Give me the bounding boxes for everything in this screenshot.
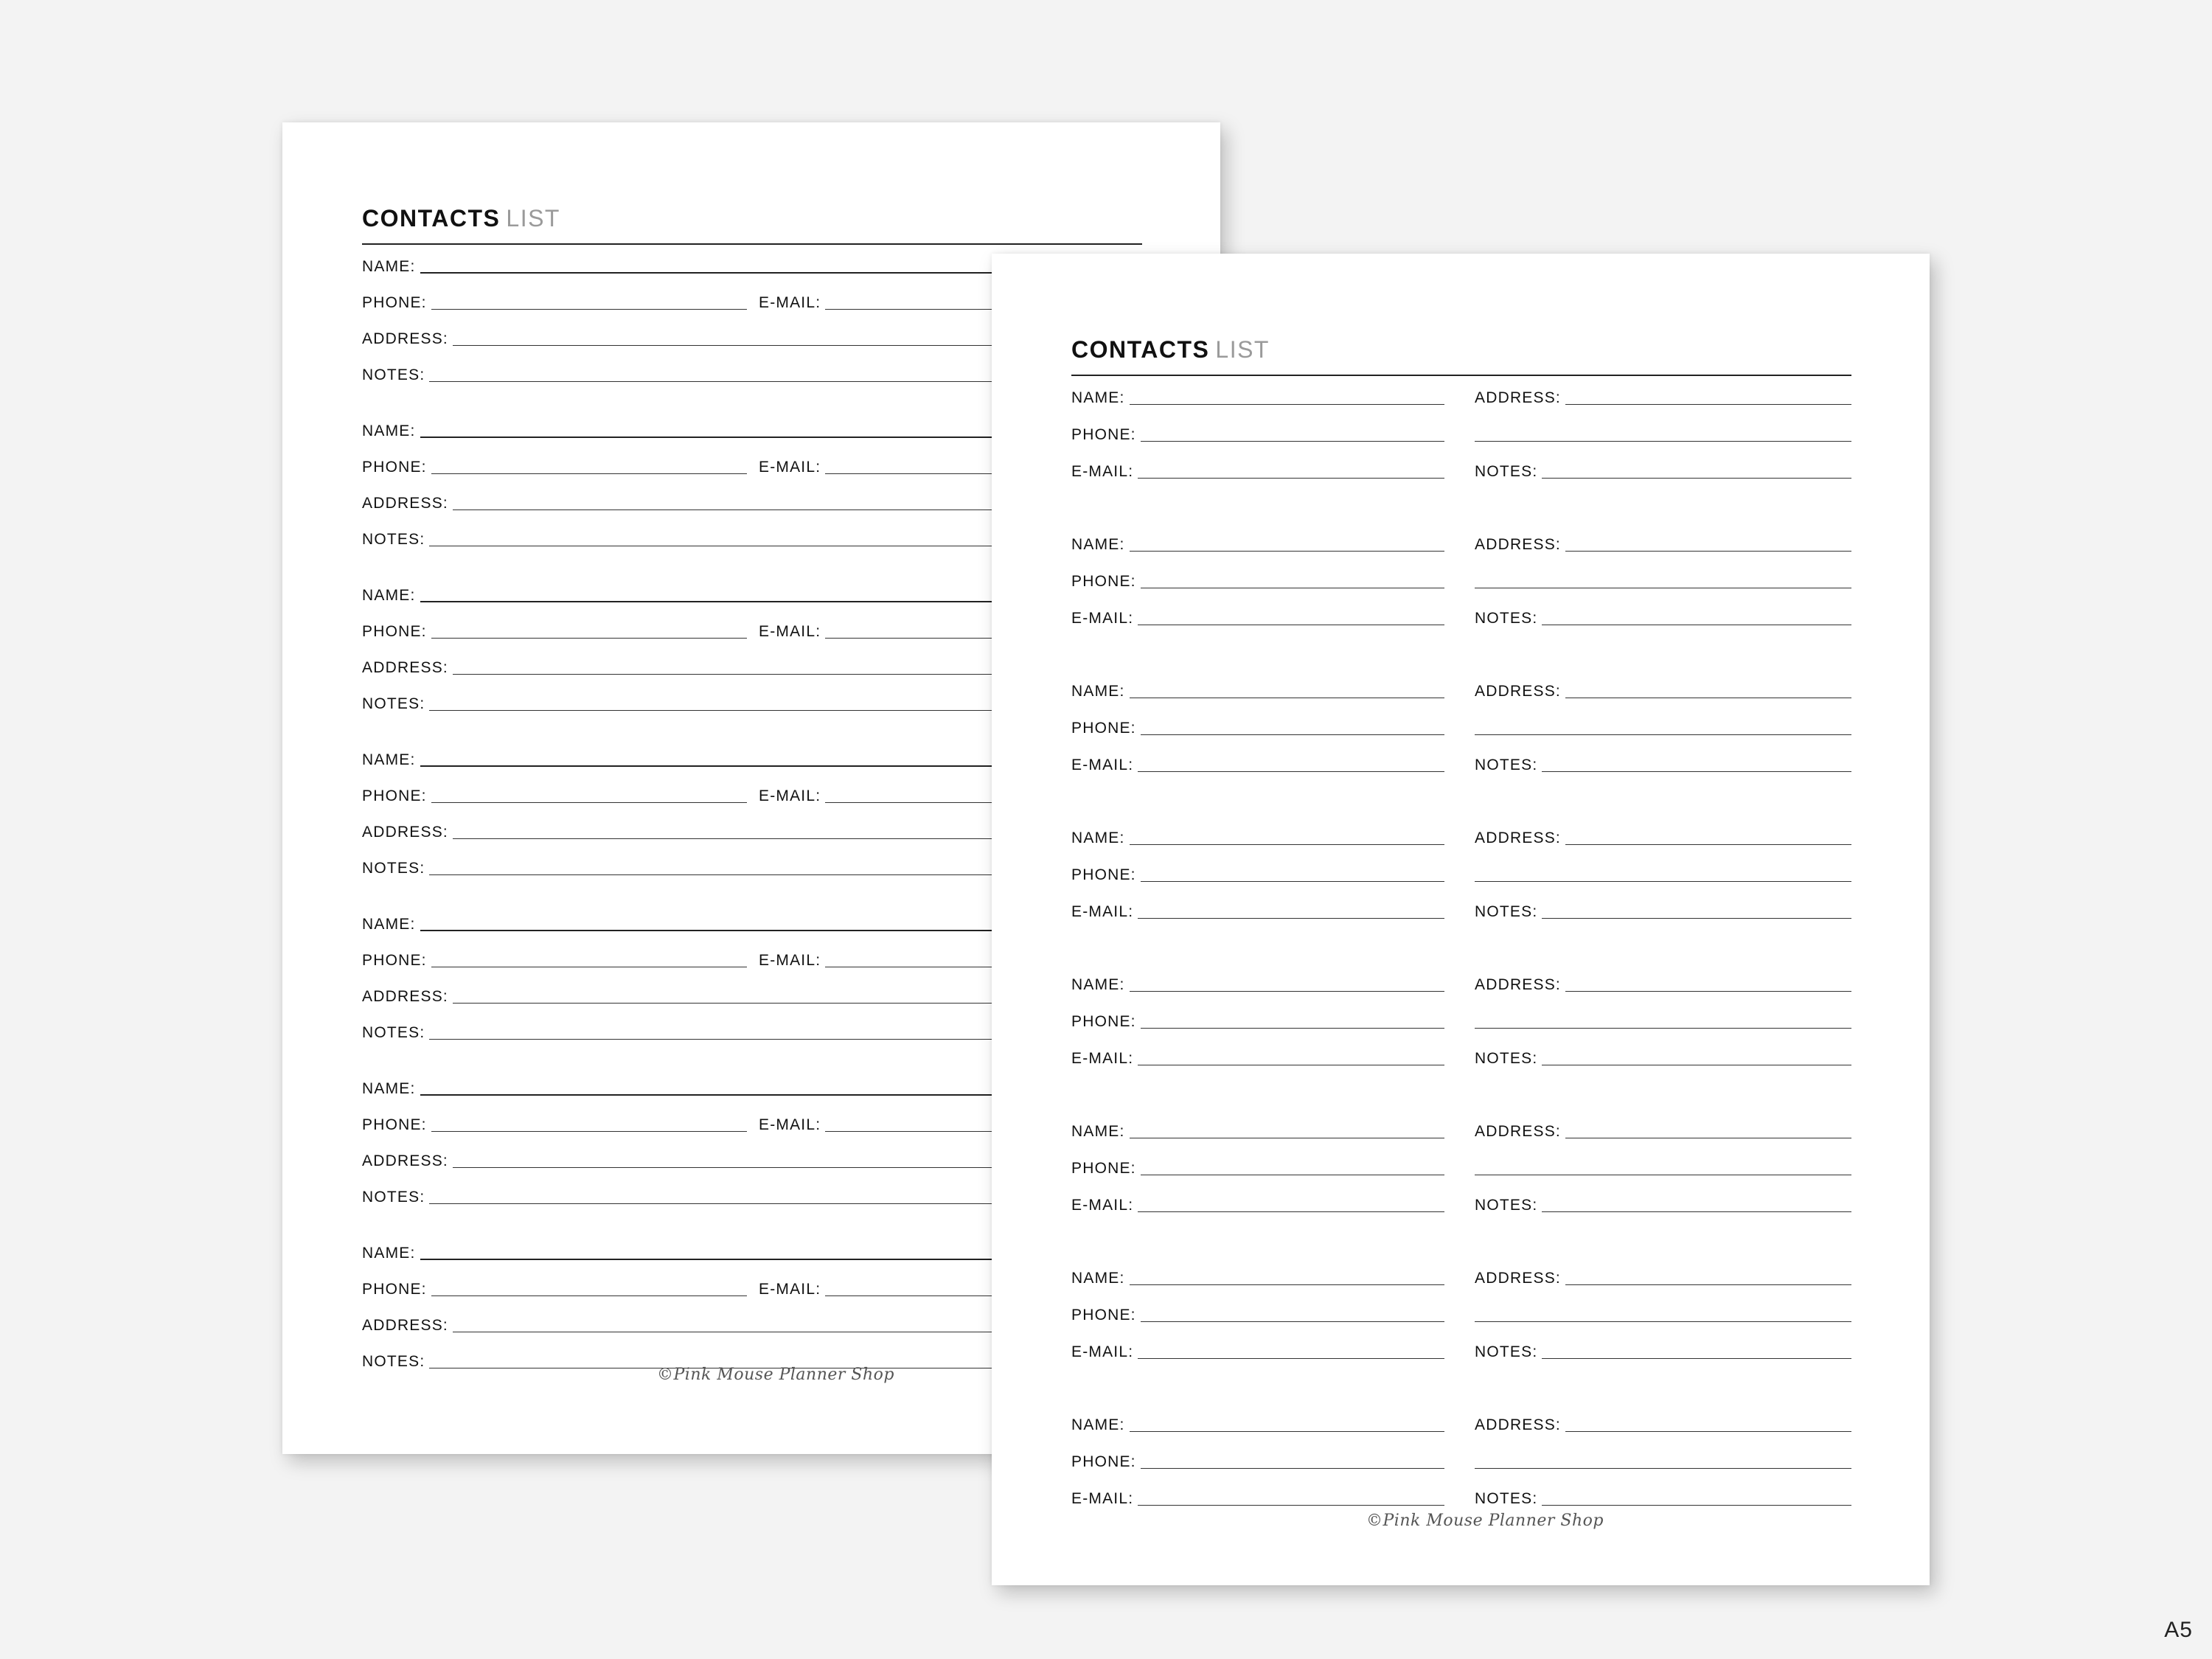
notes-field-line[interactable] <box>1542 771 1851 772</box>
name-field-label: NAME: <box>1071 1416 1125 1433</box>
name-field-label: NAME: <box>1071 1270 1125 1287</box>
email-field[interactable] <box>1071 1192 1444 1214</box>
address-field-label: ADDRESS: <box>1475 1123 1561 1140</box>
phone-field-label: PHONE: <box>1071 720 1136 737</box>
email-field-line[interactable] <box>1138 771 1444 772</box>
email-field-label: E-MAIL: <box>1071 1050 1134 1067</box>
notes-field-line[interactable] <box>1542 917 1851 919</box>
name-field[interactable] <box>1071 972 1444 994</box>
address-field[interactable] <box>1475 972 1851 994</box>
notes-field-line[interactable] <box>1542 1064 1851 1065</box>
address-field[interactable] <box>1475 1119 1851 1141</box>
address-field-line[interactable] <box>1565 1284 1851 1285</box>
phone-field-line[interactable] <box>431 473 747 474</box>
notes-field-label: NOTES: <box>362 366 425 383</box>
notes-field-label: NOTES: <box>1475 463 1538 480</box>
title-light: LIST <box>1215 336 1270 363</box>
phone-field-line[interactable] <box>431 1295 747 1296</box>
phone-field-label: PHONE: <box>362 952 427 969</box>
name-field-label: NAME: <box>362 1080 416 1097</box>
notes-field[interactable] <box>1475 605 1851 627</box>
address-line-2[interactable] <box>1475 422 1851 444</box>
phone-field-label: PHONE: <box>1071 866 1136 883</box>
phone-field-line[interactable] <box>431 308 747 310</box>
name-field-label: NAME: <box>362 916 416 933</box>
email-field-line[interactable] <box>1138 477 1444 479</box>
notes-field-label: NOTES: <box>1475 1050 1538 1067</box>
phone-field-line[interactable] <box>1141 1467 1444 1469</box>
notes-field[interactable] <box>1475 752 1851 774</box>
email-field-label: E-MAIL: <box>759 952 821 969</box>
email-field-line[interactable] <box>1138 624 1444 625</box>
email-field[interactable] <box>1071 1486 1444 1508</box>
address-field-label: ADDRESS: <box>1475 389 1561 406</box>
page-title <box>1071 336 1851 376</box>
name-field-label: NAME: <box>362 751 416 768</box>
name-field-label: NAME: <box>1071 830 1125 846</box>
address-line-2-line[interactable] <box>1475 1027 1851 1029</box>
email-field[interactable] <box>1071 1046 1444 1068</box>
email-field-label: E-MAIL: <box>1071 1343 1134 1360</box>
address-line-2-line[interactable] <box>1475 1321 1851 1322</box>
phone-field-label: PHONE: <box>1071 1453 1136 1470</box>
address-field-label: ADDRESS: <box>1475 683 1561 700</box>
name-field-label: NAME: <box>362 422 416 439</box>
phone-field-label: PHONE: <box>1071 426 1136 443</box>
notes-field-label: NOTES: <box>362 860 425 877</box>
address-field[interactable] <box>1475 385 1851 407</box>
name-field-line[interactable] <box>1130 403 1444 405</box>
phone-field-line[interactable] <box>1141 734 1444 735</box>
address-field-label: ADDRESS: <box>362 1317 448 1334</box>
name-field-label: NAME: <box>1071 683 1125 700</box>
address-field-line[interactable] <box>1565 403 1851 405</box>
address-field-line[interactable] <box>1565 550 1851 552</box>
email-field-label: E-MAIL: <box>759 623 821 640</box>
phone-field-label: PHONE: <box>1071 573 1136 590</box>
name-field-line[interactable] <box>1130 1137 1444 1138</box>
name-field[interactable] <box>1071 1265 1444 1287</box>
contacts-page-front <box>992 254 1930 1585</box>
email-field-line[interactable] <box>1138 917 1444 919</box>
email-field-label: E-MAIL: <box>1071 903 1134 920</box>
notes-field-label: NOTES: <box>1475 610 1538 627</box>
phone-field-line[interactable] <box>1141 440 1444 442</box>
address-line-2[interactable] <box>1475 862 1851 884</box>
name-field-line[interactable] <box>1130 1284 1444 1285</box>
address-field-label: ADDRESS: <box>1475 536 1561 553</box>
name-field-label: NAME: <box>1071 976 1125 993</box>
notes-field[interactable] <box>1475 899 1851 921</box>
notes-field-line[interactable] <box>1542 477 1851 479</box>
page-title <box>362 205 1142 245</box>
notes-field-label: NOTES: <box>362 531 425 548</box>
address-field-line[interactable] <box>1565 990 1851 992</box>
phone-field-label: PHONE: <box>1071 1013 1136 1030</box>
size-badge: A5 <box>2164 1618 2193 1642</box>
notes-field-label: NOTES: <box>1475 1343 1538 1360</box>
notes-field-label: NOTES: <box>362 1024 425 1041</box>
notes-field-label: NOTES: <box>1475 757 1538 773</box>
notes-field[interactable] <box>1475 1339 1851 1361</box>
name-field-line[interactable] <box>1130 550 1444 552</box>
address-field-line[interactable] <box>1565 1430 1851 1432</box>
address-line-2-line[interactable] <box>1475 734 1851 735</box>
address-field[interactable] <box>1475 1412 1851 1434</box>
address-line-2[interactable] <box>1475 568 1851 591</box>
address-field-label: ADDRESS: <box>1475 1270 1561 1287</box>
address-line-2[interactable] <box>1475 715 1851 737</box>
phone-field[interactable] <box>362 947 747 970</box>
email-field-label: E-MAIL: <box>1071 610 1134 627</box>
notes-field-line[interactable] <box>1542 624 1851 625</box>
email-field-label: E-MAIL: <box>1071 1490 1134 1507</box>
email-field-label: E-MAIL: <box>1071 463 1134 480</box>
phone-field-line[interactable] <box>431 1130 747 1132</box>
email-field[interactable] <box>1071 605 1444 627</box>
shop-signature: ©Pink Mouse Planner Shop <box>657 1366 894 1384</box>
name-field-line[interactable] <box>1130 697 1444 698</box>
address-field-line[interactable] <box>1565 697 1851 698</box>
name-field[interactable] <box>1071 1412 1444 1434</box>
notes-field-line[interactable] <box>1542 1357 1851 1359</box>
address-field-label: ADDRESS: <box>362 824 448 841</box>
notes-field-label: NOTES: <box>1475 1197 1538 1214</box>
phone-field-label: PHONE: <box>362 1116 427 1133</box>
phone-field[interactable] <box>1071 1449 1444 1471</box>
name-field-label: NAME: <box>1071 1123 1125 1140</box>
notes-field[interactable] <box>1475 1486 1851 1508</box>
address-field[interactable] <box>1475 532 1851 554</box>
phone-field[interactable] <box>1071 862 1444 884</box>
phone-field-line[interactable] <box>1141 1321 1444 1322</box>
address-field-label: ADDRESS: <box>362 495 448 512</box>
phone-field[interactable] <box>1071 1009 1444 1031</box>
email-field-label: E-MAIL: <box>759 459 821 476</box>
phone-field[interactable] <box>362 619 747 641</box>
name-field-label: NAME: <box>362 587 416 604</box>
email-field-label: E-MAIL: <box>1071 757 1134 773</box>
phone-field-label: PHONE: <box>362 459 427 476</box>
name-field[interactable] <box>1071 825 1444 847</box>
notes-field-label: NOTES: <box>362 1189 425 1206</box>
name-field-line[interactable] <box>1130 990 1444 992</box>
address-field[interactable] <box>1475 1265 1851 1287</box>
phone-field-label: PHONE: <box>362 1281 427 1298</box>
address-line-2-line[interactable] <box>1475 1467 1851 1469</box>
email-field-line[interactable] <box>1138 1211 1444 1212</box>
notes-field-label: NOTES: <box>1475 903 1538 920</box>
notes-field[interactable] <box>1475 1046 1851 1068</box>
name-field[interactable] <box>1071 1119 1444 1141</box>
phone-field[interactable] <box>362 1112 747 1134</box>
phone-field-line[interactable] <box>1141 880 1444 882</box>
name-field-line[interactable] <box>1130 844 1444 845</box>
address-field-line[interactable] <box>1565 1137 1851 1138</box>
email-field-label: E-MAIL: <box>759 294 821 311</box>
address-field-label: ADDRESS: <box>362 1152 448 1169</box>
phone-field-line[interactable] <box>431 637 747 639</box>
name-field-label: NAME: <box>362 1245 416 1262</box>
phone-field-label: PHONE: <box>362 787 427 804</box>
email-field-label: E-MAIL: <box>759 1116 821 1133</box>
email-field[interactable] <box>1071 1339 1444 1361</box>
phone-field-line[interactable] <box>431 801 747 803</box>
notes-field-label: NOTES: <box>362 1353 425 1370</box>
title-strong: CONTACTS <box>362 205 501 232</box>
shop-signature: ©Pink Mouse Planner Shop <box>1366 1512 1604 1530</box>
address-line-2-line[interactable] <box>1475 1174 1851 1175</box>
name-field[interactable] <box>1071 385 1444 407</box>
phone-field-line[interactable] <box>1141 587 1444 588</box>
phone-field-label: PHONE: <box>362 623 427 640</box>
address-field-label: ADDRESS: <box>362 988 448 1005</box>
title-light: LIST <box>506 205 560 232</box>
email-field[interactable] <box>1071 752 1444 774</box>
name-field[interactable] <box>1071 532 1444 554</box>
phone-field[interactable] <box>362 290 747 312</box>
address-line-2[interactable] <box>1475 1449 1851 1471</box>
email-field-line[interactable] <box>1138 1504 1444 1506</box>
email-field-label: E-MAIL: <box>759 787 821 804</box>
address-line-2-line[interactable] <box>1475 440 1851 442</box>
notes-field[interactable] <box>1475 459 1851 481</box>
phone-field-label: PHONE: <box>362 294 427 311</box>
email-field[interactable] <box>1071 459 1444 481</box>
phone-field[interactable] <box>1071 715 1444 737</box>
notes-field-label: NOTES: <box>362 695 425 712</box>
name-field-label: NAME: <box>1071 389 1125 406</box>
address-field[interactable] <box>1475 825 1851 847</box>
phone-field[interactable] <box>1071 568 1444 591</box>
phone-field[interactable] <box>362 1276 747 1298</box>
address-field-label: ADDRESS: <box>1475 976 1561 993</box>
email-field[interactable] <box>1071 899 1444 921</box>
title-strong: CONTACTS <box>1071 336 1210 363</box>
address-field-label: ADDRESS: <box>362 330 448 347</box>
phone-field[interactable] <box>362 783 747 805</box>
notes-field-line[interactable] <box>1542 1211 1851 1212</box>
address-field-line[interactable] <box>1565 844 1851 845</box>
address-field-label: ADDRESS: <box>1475 1416 1561 1433</box>
address-line-2[interactable] <box>1475 1302 1851 1324</box>
address-line-2-line[interactable] <box>1475 880 1851 882</box>
phone-field-line[interactable] <box>1141 1174 1444 1175</box>
address-line-2[interactable] <box>1475 1009 1851 1031</box>
phone-field-line[interactable] <box>431 966 747 967</box>
name-field[interactable] <box>1071 678 1444 700</box>
address-line-2[interactable] <box>1475 1155 1851 1178</box>
phone-field[interactable] <box>1071 1155 1444 1178</box>
notes-field[interactable] <box>1475 1192 1851 1214</box>
address-line-2-line[interactable] <box>1475 587 1851 588</box>
email-field-line[interactable] <box>1138 1357 1444 1359</box>
phone-field-label: PHONE: <box>1071 1307 1136 1324</box>
email-field-line[interactable] <box>1138 1064 1444 1065</box>
notes-field-line[interactable] <box>1542 1504 1851 1506</box>
address-field-label: ADDRESS: <box>362 659 448 676</box>
notes-field-label: NOTES: <box>1475 1490 1538 1507</box>
phone-field[interactable] <box>362 454 747 476</box>
address-field-label: ADDRESS: <box>1475 830 1561 846</box>
email-field-label: E-MAIL: <box>759 1281 821 1298</box>
phone-field-line[interactable] <box>1141 1027 1444 1029</box>
address-field[interactable] <box>1475 678 1851 700</box>
phone-field[interactable] <box>1071 1302 1444 1324</box>
name-field-label: NAME: <box>1071 536 1125 553</box>
email-field-label: E-MAIL: <box>1071 1197 1134 1214</box>
phone-field[interactable] <box>1071 422 1444 444</box>
phone-field-label: PHONE: <box>1071 1160 1136 1177</box>
name-field-line[interactable] <box>1130 1430 1444 1432</box>
name-field-label: NAME: <box>362 258 416 275</box>
